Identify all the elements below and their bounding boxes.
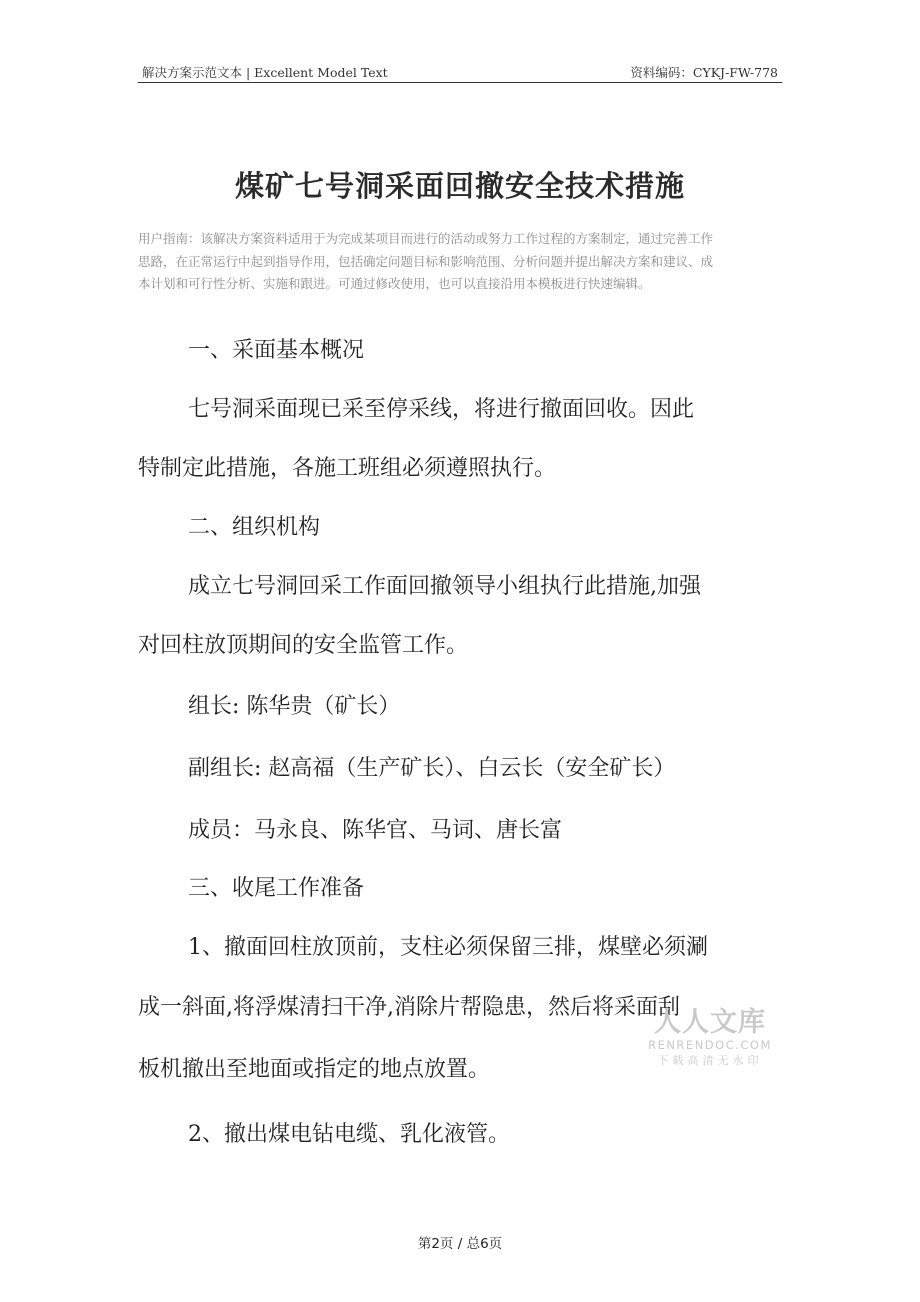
section-heading-3: 三、收尾工作准备 — [188, 876, 365, 901]
paragraph-line: 1、撤面回柱放顶前，支柱必须保留三排，煤壁必须涮 — [188, 935, 708, 960]
paragraph-line: 2、撤出煤电钻电缆、乳化液管。 — [188, 1122, 510, 1147]
section-heading-1: 一、采面基本概况 — [188, 338, 365, 363]
paragraph-line: 成立七号洞回采工作面回撤领导小组执行此措施,加强 — [188, 574, 701, 599]
document-title: 煤矿七号洞采面回撤安全技术措施 — [234, 169, 685, 203]
user-guide-line: 思路，在正常运行中起到指导作用，包括确定问题目标和影响范围、分析问题并提出解决方案和建议、成 — [138, 253, 714, 269]
header-left-text: 解决方案示范文本 | Excellent Model Text — [142, 65, 388, 80]
paragraph-line: 板机撤出至地面或指定的地点放置。 — [138, 1057, 491, 1082]
watermark-note: 下载高清无水印 — [657, 1054, 763, 1067]
paragraph-line: 特制定此措施，各施工班组必须遵照执行。 — [138, 456, 557, 481]
watermark-site: RENRENDOC.COM — [648, 1038, 772, 1052]
page-number: 第2页 / 总6页 — [417, 1236, 503, 1252]
paragraph-line: 对回柱放顶期间的安全监管工作。 — [138, 633, 469, 658]
paragraph-line: 成一斜面,将浮煤清扫干净,消除片帮隐患，然后将采面刮 — [138, 995, 680, 1020]
deputy-leader-line: 副组长: 赵高福（生产矿长）、白云长（安全矿长） — [188, 756, 676, 781]
watermark-logo-text: 人人文库 — [654, 1007, 766, 1038]
team-leader-line: 组长: 陈华贵（矿长） — [188, 694, 401, 719]
document-code: 资料编码：CYKJ-FW-778 — [630, 65, 778, 80]
members-line: 成员：马永良、陈华官、马词、唐长富 — [188, 818, 563, 843]
user-guide-line: 用户指南：该解决方案资料适用于为完成某项目而进行的活动或努力工作过程的方案制定，通过完善工作 — [138, 231, 714, 246]
user-guide-line: 本计划和可行性分析、实施和跟进。可通过修改使用，也可以直接沿用本模板进行快速编辑。 — [138, 276, 651, 291]
paragraph-line: 七号洞采面现已采至停采线，将进行撤面回收。因此 — [188, 397, 695, 422]
watermark — [648, 1008, 772, 1069]
section-heading-2: 二、组织机构 — [188, 515, 321, 540]
